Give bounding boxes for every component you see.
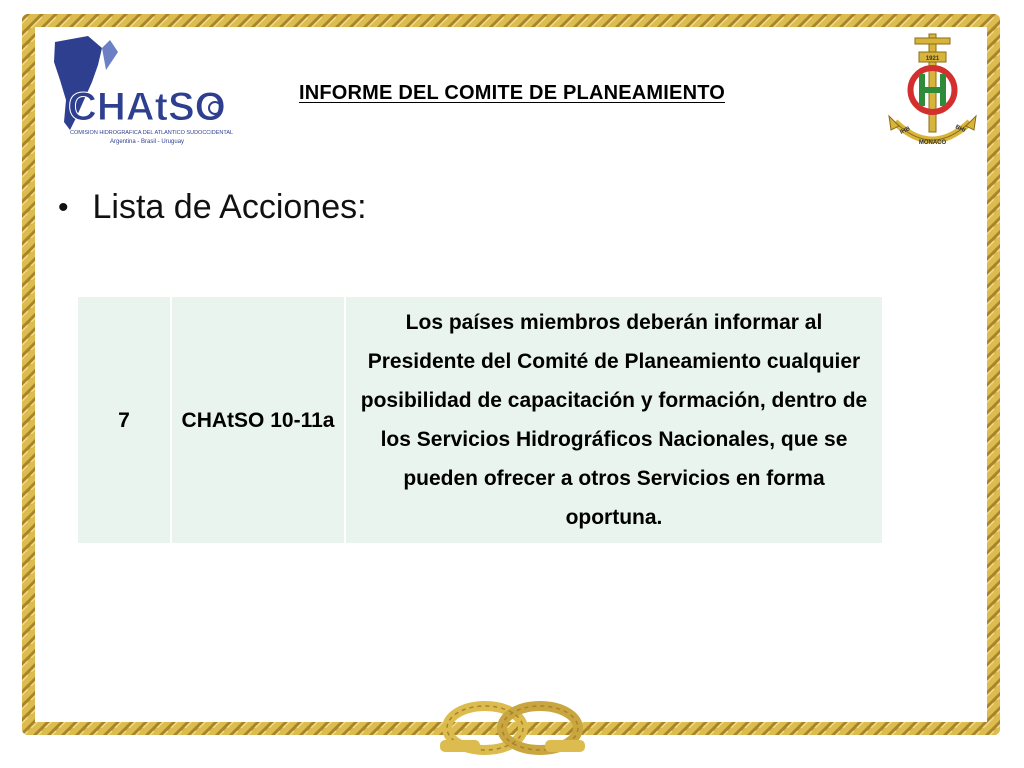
svg-text:COMISION HIDROGRAFICA DEL ATLA: COMISION HIDROGRAFICA DEL ATLANTICO SUDOCCIDENTAL xyxy=(70,130,234,136)
bullet-icon: • xyxy=(58,190,69,224)
bullet-text: Lista de Acciones: xyxy=(92,188,367,226)
action-table xyxy=(76,295,884,545)
page-title: INFORME DEL COMITE DE PLANEAMIENTO xyxy=(298,82,726,104)
bullet-heading xyxy=(58,188,367,227)
svg-text:IHB: IHB xyxy=(899,126,912,136)
svg-text:CHAtSO: CHAtSO xyxy=(68,85,226,129)
svg-text:1921: 1921 xyxy=(925,56,940,62)
action-description-cell: Los países miembros deberán informar al Presidente del Comité de Planeamiento cualquier posibilidad de capacitación y formación, dentro de los Servicios Hidrográficos Nacionales, que se pueden ofrecer a otros Servicios en forma oportuna. xyxy=(345,296,883,544)
svg-text:Argentina - Brasil - Uruguay: Argentina - Brasil - Uruguay xyxy=(110,139,185,145)
action-code-cell: CHAtSO 10-11a xyxy=(171,296,345,544)
table-row xyxy=(77,296,883,544)
svg-text:BHI: BHI xyxy=(954,124,967,135)
action-number-cell: 7 xyxy=(77,296,171,544)
svg-text:MONACO: MONACO xyxy=(918,140,947,146)
